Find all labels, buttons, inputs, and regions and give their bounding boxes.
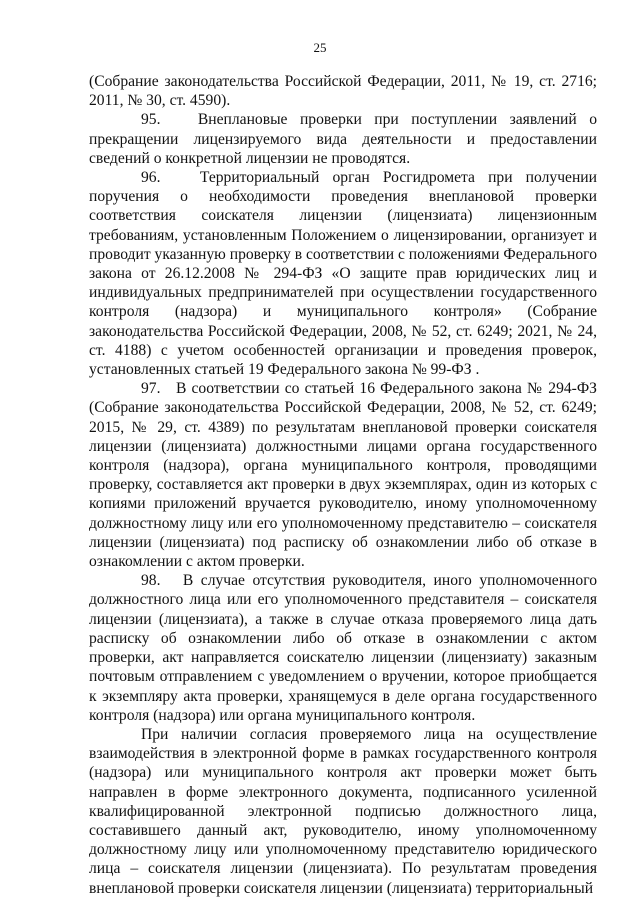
paragraph-95: 95. Внеплановые проверки при поступлении заявлений о прекращении лицензируемого вида деятельности и предоставлении сведений о конкретной лицензии не проводятся. [89,111,597,167]
document-body [89,72,597,898]
paragraph-98: 98. В случае отсутствия руководителя, иного уполномоченного должностного лица или его уполномоченного представителя – соискателя лицензии (лицензиата), а также в случае отказа проверяемого лица дать расписку об ознакомлении либо об отказе в ознакомлении с актом проверки, акт направляется соискателю лицензии (лицензиату) заказным почтовым отправлением с уведомлением о вручении, которое приобщается к экземпляру акта проверки, хранящемуся в деле органа государственного контроля (надзора) или органа муниципального контроля. [89,572,597,724]
paragraph-96: 96. Территориальный орган Росгидромета при получении поручения о необходимости проведения внеплановой проверки соответствия соискателя лицензии (лицензиата) лицензионным требованиям, установленным Положением о лицензировании, организует и проводит указанную проверку в соответствии с положениями Федерального закона от 26.12.2008 № 294-ФЗ «О защите прав юридических лиц и индивидуальных предпринимателей при осуществлении государственного контроля (надзора) и муниципального контроля» (Собрание законодательства Российской Федерации, 2008, № 52, ст. 6249; 2021, № 24, ст. 4188) с учетом особенностей организации и проведения проверок, установленных статьей 19 Федерального закона № 99-ФЗ . [89,169,597,379]
paragraph-98-electronic-form: При наличии согласия проверяемого лица на осуществление взаимодействия в электронной форме в рамках государственного контроля (надзора) или муниципального контроля акт проверки может быть направлен в форме электронного документа, подписанного усиленной квалифицированной электронной подписью должностного лица, составившего данный акт, руководителю, иному уполномоченному должностному лицу или уполномоченному представителю юридического лица – соискателя лицензии (лицензиата). По результатам проведения внеплановой проверки соискателя лицензии (лицензиата) территориальный [89,725,597,897]
paragraph-97: 97. В соответствии со статьей 16 Федерального закона № 294-ФЗ (Собрание законодательства Российской Федерации, 2008, № 52, ст. 6249; 2015, № 29, ст. 4389) по результатам внеплановой проверки соискателя лицензии (лицензиата) должностными лицами органа государственного контроля (надзора), органа муниципального контроля, проводящими проверку, составляется акт проверки в двух экземплярах, один из которых с копиями приложений вручается руководителю, иному уполномоченному должностному лицу или его уполномоченному представителю – соискателя лицензии (лицензиата) под расписку об ознакомлении либо об отказе в ознакомлении с актом проверки. [89,380,597,571]
page-number: 25 [313,40,327,55]
paragraph-citation-continuation: (Собрание законодательства Российской Федерации, 2011, № 19, ст. 2716; 2011, № 30, ст. 4590). [89,73,597,110]
